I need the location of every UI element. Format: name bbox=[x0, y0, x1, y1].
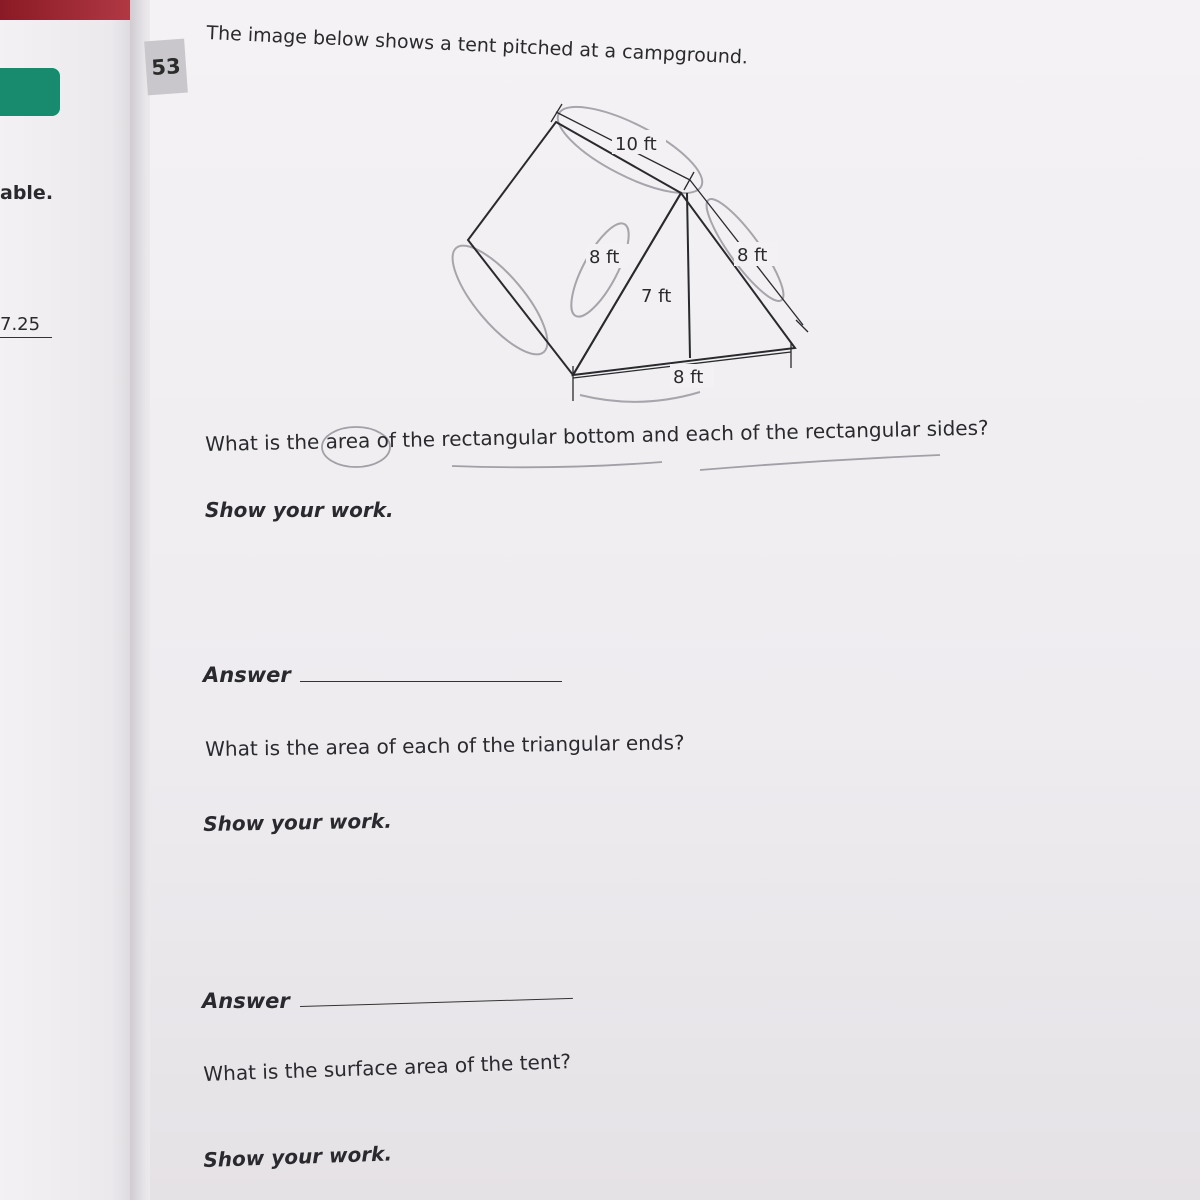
label-height: 7 ft bbox=[641, 286, 672, 307]
part-2-prompt: What is the area of each of the triangular ends? bbox=[205, 730, 685, 761]
part-1-prompt: What is the area of the rectangular bottom and each of the rectangular sides? bbox=[205, 415, 989, 456]
part-3-show-work: Show your work. bbox=[203, 1141, 393, 1172]
tent-height-line bbox=[687, 193, 690, 358]
question-number: 53 bbox=[144, 39, 188, 96]
label-top-length: 10 ft bbox=[615, 134, 657, 155]
part-3-prompt: What is the surface area of the tent? bbox=[203, 1049, 572, 1086]
label-right-slant: 8 ft bbox=[737, 245, 768, 266]
part-1-show-work: Show your work. bbox=[205, 498, 394, 522]
label-left-slant: 8 ft bbox=[589, 247, 620, 268]
left-page-word: able. bbox=[0, 182, 54, 204]
label-base: 8 ft bbox=[673, 367, 704, 388]
question-intro: The image below shows a tent pitched at a campground. bbox=[206, 22, 749, 69]
part-2-answer-label: Answer bbox=[202, 989, 290, 1013]
left-page-number: 7.25 bbox=[0, 314, 52, 338]
part-1-answer-label: Answer bbox=[203, 663, 291, 687]
tent-front-triangle bbox=[573, 193, 795, 375]
part-1-answer-line[interactable] bbox=[300, 681, 562, 682]
part-2-show-work: Show your work. bbox=[203, 808, 393, 836]
